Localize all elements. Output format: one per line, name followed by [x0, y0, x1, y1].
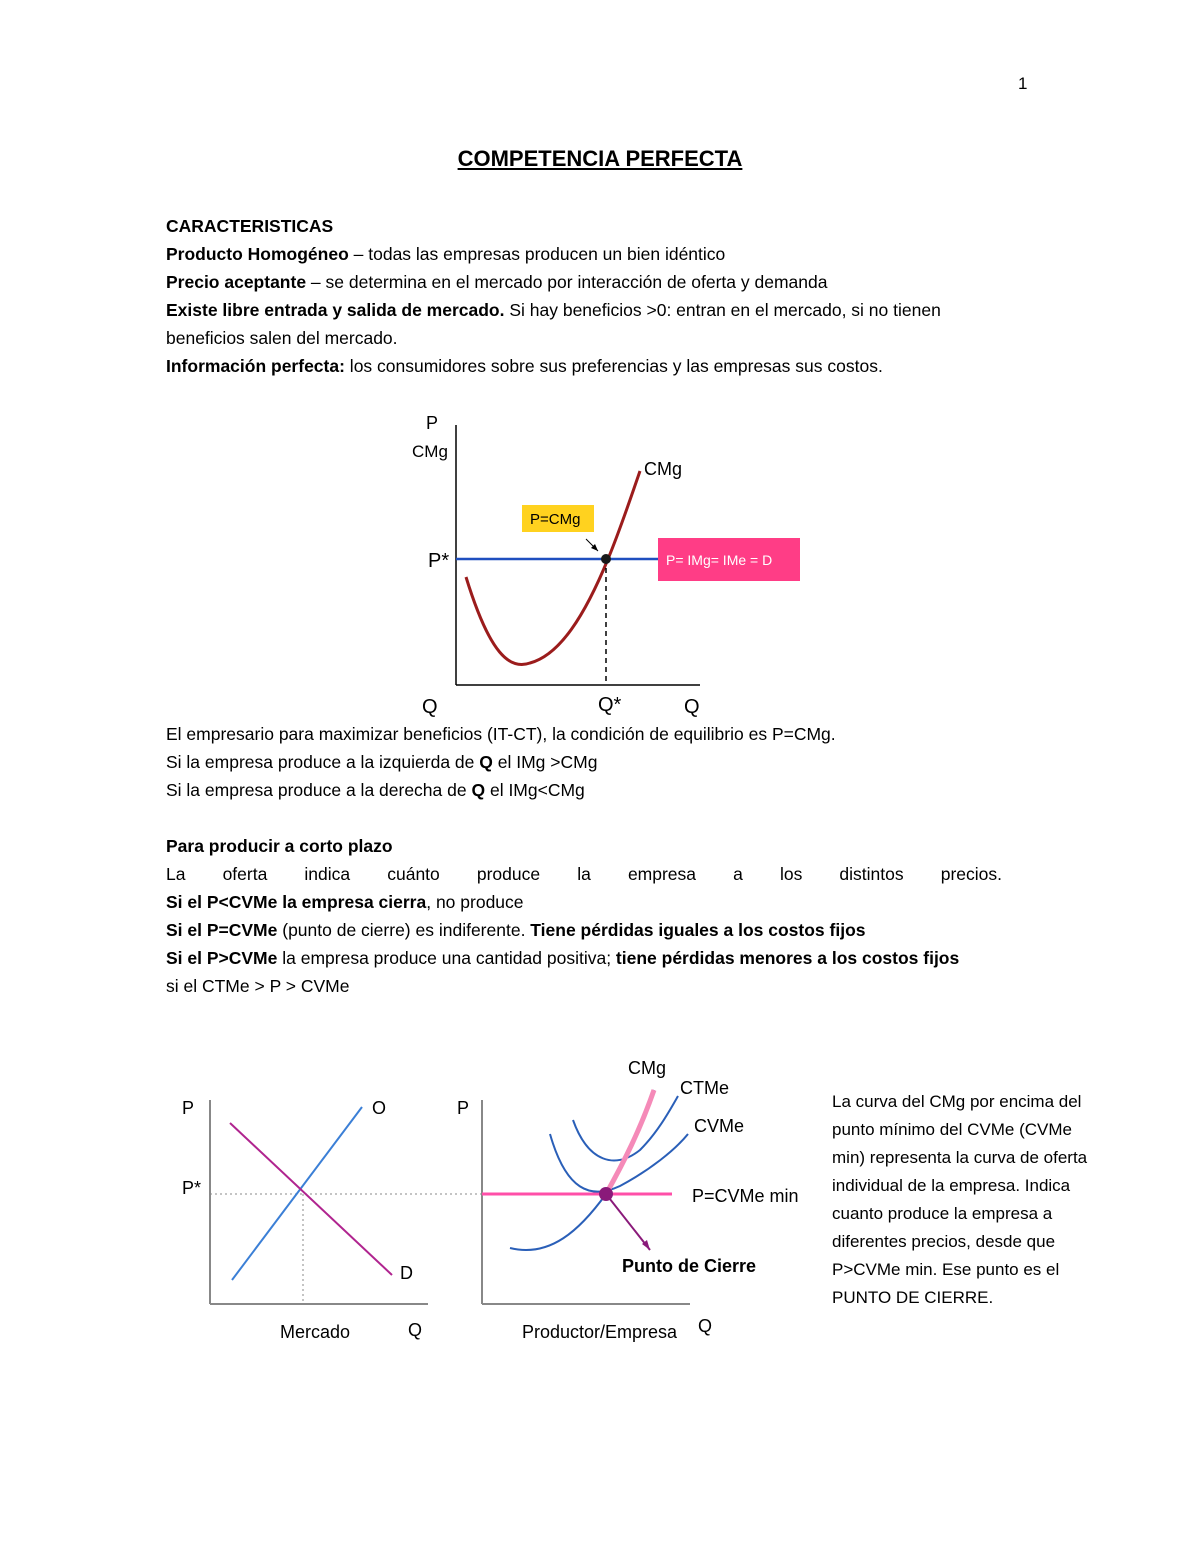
firm-y-label: P: [457, 1098, 470, 1118]
supply-curve-note: [832, 1088, 1142, 1312]
page-number: 1: [1018, 74, 1028, 93]
text-part: la empresa produce una cantidad positiva;: [277, 948, 616, 968]
firm-x-title: Productor/Empresa: [522, 1322, 678, 1342]
callout-demand-text: P= IMg= IMe = D: [666, 552, 773, 568]
shutdown-point-label: Punto de Cierre: [622, 1256, 757, 1276]
characteristic-line: [166, 268, 827, 296]
demand-line: [230, 1123, 392, 1275]
cost-inequality-line: si el CTMe > P > CVMe: [166, 976, 350, 996]
text-bold-part: Q: [479, 752, 493, 772]
word: precios.: [940, 864, 1002, 884]
word: empresa: [627, 864, 697, 884]
text-bold-part: Q: [471, 780, 486, 800]
callout-equilibrium-text: P=CMg: [530, 511, 581, 528]
note-line: cuanto produce la empresa a: [832, 1204, 1053, 1223]
characteristic-line: [166, 296, 941, 324]
p-star-label: P*: [428, 550, 450, 572]
word: cuánto: [387, 864, 440, 884]
text-bold-part: Si el P>CVMe: [166, 948, 278, 968]
page-title: COMPETENCIA PERFECTA: [457, 146, 743, 171]
y-axis-label-p: P: [426, 413, 439, 433]
text-part: , no produce: [426, 892, 524, 912]
word: produce: [476, 864, 541, 884]
section-heading-caracteristicas: [166, 212, 333, 240]
demand-label: D: [400, 1263, 413, 1283]
characteristic-line: [166, 352, 883, 380]
characteristic-desc: Si hay beneficios >0: entran en el mercado, si no tienen: [504, 300, 941, 320]
characteristic-desc: los consumidores sobre sus preferencias y las empresas sus costos.: [344, 356, 883, 376]
word: La: [166, 864, 186, 884]
x-axis-label-left: Q: [422, 696, 438, 718]
characteristic-line: [166, 324, 398, 352]
note-line: P>CVMe min. Ese punto es el: [832, 1260, 1060, 1279]
word: la: [577, 864, 591, 884]
market-x-title: Mercado: [280, 1322, 351, 1342]
right-of-q-text: [166, 776, 585, 804]
text-part: (punto de cierre) es indiferente.: [277, 920, 531, 940]
market-y-label: P: [182, 1098, 195, 1118]
characteristic-term: Existe libre entrada y salida de mercado.: [166, 300, 505, 320]
note-line: diferentes precios, desde que: [832, 1232, 1056, 1251]
y-axis-label-cmg: CMg: [412, 442, 448, 461]
cmg-curve: [466, 471, 640, 665]
x-axis-label-qstar: Q*: [598, 694, 622, 716]
text-bold-part: Si el P<CVMe la empresa cierra: [166, 892, 427, 912]
shutdown-point: [599, 1187, 613, 1201]
market-p-star: P*: [182, 1178, 202, 1198]
characteristic-desc: – se determina en el mercado por interacción de oferta y demanda: [306, 272, 828, 292]
cvme-label: CVMe: [694, 1116, 745, 1136]
justified-supply-line: [166, 864, 1002, 885]
equilibrium-diagram: [400, 405, 820, 725]
note-line: punto mínimo del CVMe (CVMe: [832, 1120, 1072, 1139]
note-line: individual de la empresa. Indica: [832, 1176, 1071, 1195]
text-bold-part: Tiene pérdidas iguales a los costos fijos: [530, 920, 866, 940]
produce-rule-line: [166, 944, 959, 972]
indifference-rule-line: [166, 916, 866, 944]
text-bold-part: tiene pérdidas menores a los costos fijos: [615, 948, 960, 968]
shutdown-rule-line: [166, 888, 524, 916]
equilibrium-point: [601, 554, 611, 564]
characteristic-desc: – todas las empresas producen un bien idéntico: [348, 244, 726, 264]
text-part: el IMg<CMg: [485, 780, 585, 800]
note-line: min) representa la curva de oferta: [832, 1148, 1088, 1167]
text-part: el IMg >CMg: [492, 752, 598, 772]
heading-text: Para producir a corto plazo: [166, 836, 393, 856]
characteristic-line: [166, 240, 725, 268]
shutdown-pointer: [606, 1194, 650, 1250]
word: distintos: [839, 864, 904, 884]
shutdown-price-label: P=CVMe min: [692, 1186, 799, 1206]
note-line: PUNTO DE CIERRE.: [832, 1288, 994, 1307]
left-of-q-text: [166, 748, 597, 776]
equilibrium-condition-text: El empresario para maximizar beneficios (IT-CT), la condición de equilibrio es P=CMg.: [166, 724, 836, 744]
market-firm-diagram: [170, 1050, 810, 1360]
word: los: [779, 864, 803, 884]
x-axis-label-right: Q: [684, 696, 700, 718]
ctme-label: CTMe: [680, 1078, 729, 1098]
text-bold-part: Si el P=CVMe: [166, 920, 278, 940]
word: oferta: [222, 864, 268, 884]
characteristic-term: Precio aceptante: [166, 272, 307, 292]
characteristic-term: Información perfecta:: [166, 356, 345, 376]
characteristic-term: Producto Homogéneo: [166, 244, 349, 264]
word: a: [733, 864, 743, 884]
section-heading-corto-plazo: [166, 832, 393, 860]
cvme-curve: [550, 1134, 688, 1192]
word: indica: [304, 864, 351, 884]
ctme-curve: [573, 1096, 678, 1160]
cmg-curve-label: CMg: [644, 459, 683, 479]
firm-x-label: Q: [698, 1316, 713, 1336]
heading-text: CARACTERISTICAS: [166, 216, 334, 236]
text-part: Si la empresa produce a la izquierda de: [166, 752, 480, 772]
supply-label: O: [372, 1098, 387, 1118]
cmg-label-firm: CMg: [628, 1058, 667, 1078]
market-x-label: Q: [408, 1320, 423, 1340]
characteristic-desc: beneficios salen del mercado.: [166, 328, 398, 348]
text-part: Si la empresa produce a la derecha de: [166, 780, 472, 800]
note-line: La curva del CMg por encima del: [832, 1092, 1082, 1111]
